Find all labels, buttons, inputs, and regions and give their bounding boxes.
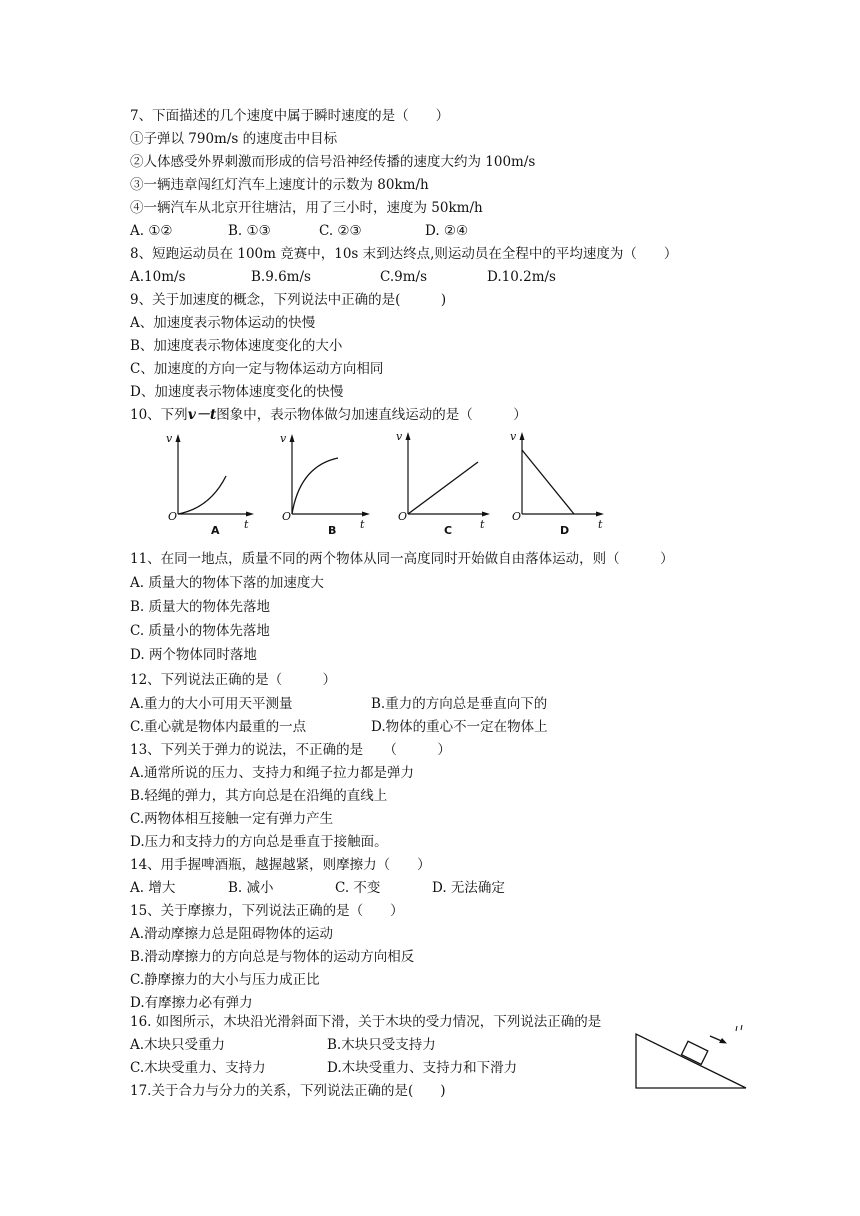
q15-option-a: A.滑动摩擦力总是阻碍物体的运动	[130, 926, 334, 942]
q16-option-a: A.木块只受重力	[130, 1037, 226, 1053]
graph-b-t-arrow	[362, 512, 370, 517]
q16-option-d: D.木块受重力、支持力和下滑力	[327, 1060, 518, 1076]
q14-option-d: D. 无法确定	[432, 880, 505, 896]
vt-graph-c	[388, 428, 498, 540]
q14-option-c: C. 不变	[335, 880, 381, 896]
graph-b-origin: O	[282, 510, 292, 523]
incline-figure	[630, 1018, 750, 1092]
incline-svg	[630, 1018, 750, 1092]
q7-item-3: ③一辆违章闯红灯汽车上速度计的示数为 80km/h	[130, 177, 429, 193]
graph-c-t-label: t	[480, 518, 485, 531]
vt-graph-b-svg	[266, 428, 376, 540]
q15-option-b: B.滑动摩擦力的方向总是与物体的运动方向相反	[130, 949, 415, 965]
graph-a-curve	[178, 476, 226, 514]
q7-option-c: C. ②③	[319, 223, 362, 239]
graph-c-t-arrow	[482, 512, 490, 517]
q8-option-b: B.9.6m/s	[251, 269, 311, 285]
graph-c-line	[408, 462, 478, 514]
graph-a-v-label: v	[166, 432, 173, 445]
q10-stem-math: v－t	[187, 407, 217, 423]
q16-stem: 16. 如图所示，木块沿光滑斜面下滑，关于木块的受力情况，下列说法正确的是	[130, 1014, 602, 1030]
graph-b-v-arrow	[290, 434, 295, 442]
q13-option-a: A.通常所说的压力、支持力和绳子拉力都是弹力	[130, 765, 415, 781]
graph-a-origin: O	[168, 510, 178, 523]
graph-a-t-label: t	[244, 518, 249, 531]
graph-d-origin: O	[512, 510, 522, 523]
q7-stem: 7、下面描述的几个速度中属于瞬时速度的是（ ）	[130, 108, 450, 124]
vt-graph-a	[148, 428, 258, 540]
vt-graphs	[148, 428, 618, 540]
q15-stem: 15、关于摩擦力，下列说法正确的是（ ）	[130, 903, 404, 919]
q12-option-b: B.重力的方向总是垂直向下的	[371, 696, 548, 712]
q14-stem: 14、用手握啤酒瓶，越握越紧，则摩擦力（ ）	[130, 857, 431, 873]
q13-option-b: B.轻绳的弹力，其方向总是在沿绳的直线上	[130, 788, 388, 804]
graph-b-v-label: v	[280, 432, 287, 445]
q14-option-a: A. 增大	[130, 880, 176, 896]
q16-option-c: C.木块受重力、支持力	[130, 1060, 266, 1076]
q16-option-b: B.木块只受支持力	[327, 1037, 436, 1053]
q11-stem: 11、在同一地点，质量不同的两个物体从同一高度同时开始做自由落体运动，则（ ）	[130, 551, 674, 567]
q13-option-d: D.压力和支持力的方向总是垂直于接触面。	[130, 834, 388, 850]
q9-option-b: B、加速度表示物体速度变化的大小	[130, 338, 343, 354]
graph-b-curve	[292, 458, 338, 514]
graph-d-t-label: t	[598, 518, 603, 531]
q12-option-d: D.物体的重心不一定在物体上	[371, 719, 548, 735]
motion-tick-2	[741, 1025, 742, 1030]
q8-stem: 8、短跑运动员在 100m 竞赛中，10s 末到达终点,则运动员在全程中的平均速度为（ ）	[130, 246, 678, 262]
q7-item-1: ①子弹以 790m/s 的速度击中目标	[130, 131, 338, 147]
q15-option-c: C.静摩擦力的大小与压力成正比	[130, 972, 320, 988]
q7-item-2: ②人体感受外界刺激而形成的信号沿神经传播的速度大约为 100m/s	[130, 154, 536, 170]
q9-option-c: C、加速度的方向一定与物体运动方向相同	[130, 361, 384, 377]
graph-a-caption: A	[211, 524, 220, 537]
q10-stem	[130, 405, 527, 425]
graph-b-t-label: t	[360, 518, 365, 531]
q11-option-b: B. 质量大的物体先落地	[130, 599, 271, 615]
graph-c-origin: O	[398, 510, 408, 523]
graph-d-v-arrow	[520, 432, 525, 440]
wooden-block	[681, 1041, 707, 1064]
vt-graph-d	[508, 428, 618, 540]
q12-option-c: C.重心就是物体内最重的一点	[130, 719, 307, 735]
vt-graph-d-svg	[508, 428, 618, 540]
q7-option-a: A. ①②	[130, 223, 173, 239]
q8-option-d: D.10.2m/s	[487, 269, 556, 285]
vt-graph-c-svg	[388, 428, 498, 540]
q9-stem: 9、关于加速度的概念，下列说法中正确的是( )	[130, 292, 447, 308]
graph-a-t-arrow	[246, 512, 254, 517]
graph-a-v-arrow	[176, 434, 181, 442]
graph-c-v-label: v	[396, 430, 403, 443]
q11-option-d: D. 两个物体同时落地	[130, 647, 257, 663]
q8-option-a: A.10m/s	[130, 269, 186, 285]
q12-stem: 12、下列说法正确的是（ ）	[130, 672, 337, 688]
q8-option-c: C.9m/s	[380, 269, 428, 285]
q9-option-a: A、加速度表示物体运动的快慢	[130, 315, 316, 331]
q10-stem-post: 图象中，表示物体做匀加速直线运动的是（ ）	[216, 407, 527, 423]
q10-stem-pre: 10、下列	[130, 407, 188, 423]
q7-item-4: ④一辆汽车从北京开往塘沽，用了三小时，速度为 50km/h	[130, 200, 483, 216]
graph-d-line	[522, 450, 574, 514]
graph-b-caption: B	[328, 524, 337, 537]
q11-option-a: A. 质量大的物体下落的加速度大	[130, 575, 324, 591]
graph-c-caption: C	[444, 524, 453, 537]
graph-d-v-label: v	[510, 430, 517, 443]
q7-option-b: B. ①③	[228, 223, 271, 239]
vt-graph-b	[266, 428, 376, 540]
q9-option-d: D、加速度表示物体速度变化的快慢	[130, 384, 344, 400]
graph-d-t-arrow	[596, 512, 604, 517]
q14-option-b: B. 减小	[228, 880, 274, 896]
q13-option-c: C.两物体相互接触一定有弹力产生	[130, 811, 334, 827]
graph-c-v-arrow	[406, 432, 411, 440]
q17-stem: 17.关于合力与分力的关系，下列说法正确的是( )	[130, 1083, 446, 1099]
q11-option-c: C. 质量小的物体先落地	[130, 623, 270, 639]
q12-option-a: A.重力的大小可用天平测量	[130, 696, 293, 712]
q13-stem: 13、下列关于弹力的说法，不正确的是 （ ）	[130, 742, 451, 758]
motion-tick-1	[736, 1026, 737, 1031]
graph-d-caption: D	[560, 524, 570, 537]
q7-option-d: D. ②④	[425, 223, 469, 239]
q15-option-d: D.有摩擦力必有弹力	[130, 995, 253, 1011]
vt-graph-a-svg	[148, 428, 258, 540]
